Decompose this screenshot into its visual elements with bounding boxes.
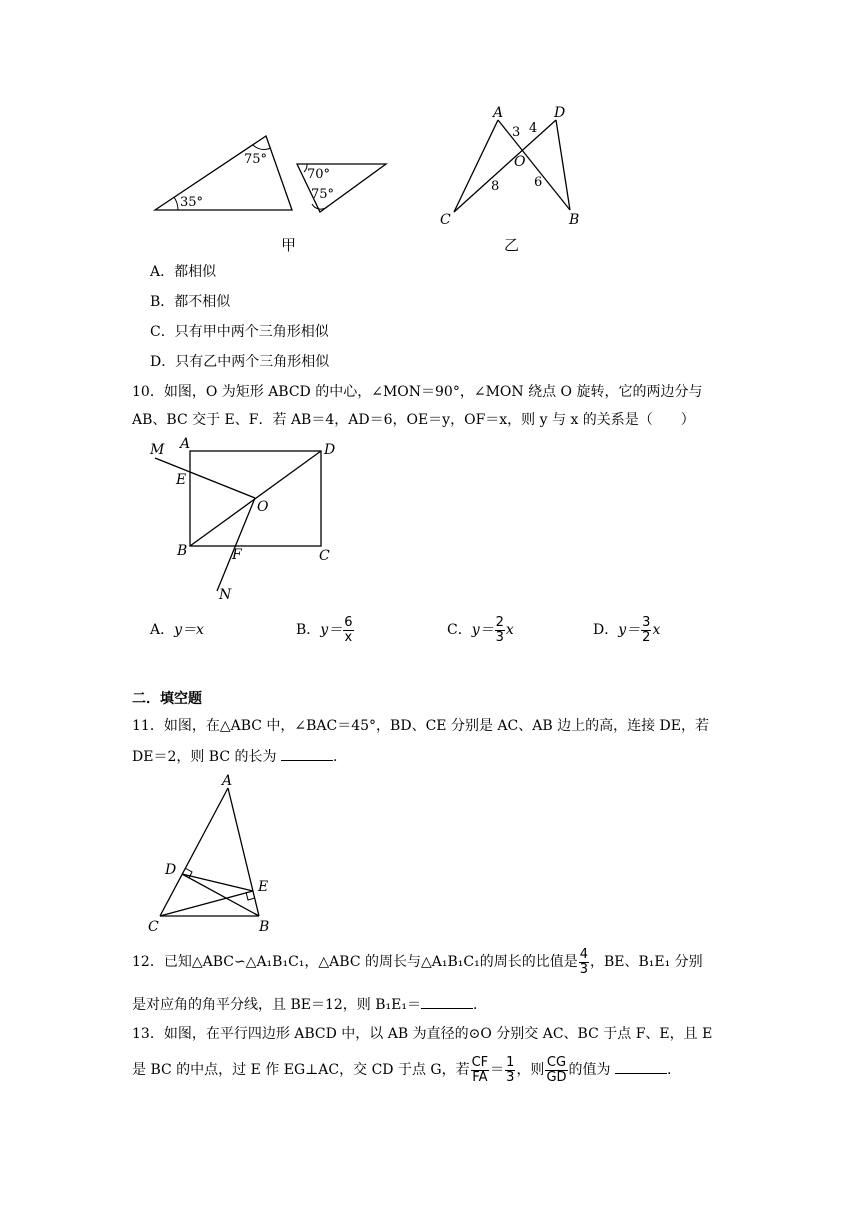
angle-35-label: 35° bbox=[180, 195, 204, 210]
q12-line1: 12．已知△ABC∽△A₁B₁C₁，△ABC 的周长与△A₁B₁C₁的周长的比值是 $\frac{4}{3}$ ，BE、B₁E₁ 分别 bbox=[132, 946, 703, 977]
svg-text:6: 6 bbox=[534, 175, 543, 190]
caption-jia: 甲 bbox=[281, 236, 297, 254]
svg-text:B: B bbox=[569, 212, 580, 228]
svg-text:B: B bbox=[259, 919, 270, 935]
q9-option-c: C．只有甲中两个三角形相似 bbox=[150, 324, 329, 340]
figure-jia bbox=[140, 120, 410, 260]
q13-answer-blank[interactable] bbox=[615, 1059, 667, 1074]
svg-text:4: 4 bbox=[529, 121, 538, 136]
svg-text:3: 3 bbox=[512, 125, 521, 140]
q13-line2: 是 BC 的中点，过 E 作 EG⊥AC，交 CD 于点 G，若 $\frac{CF}{FA}$ ＝ $\frac{1}{3}$ ，则 $\frac{CG}{GD}$ 的值为 . bbox=[132, 1054, 672, 1085]
svg-text:A: A bbox=[180, 436, 191, 452]
q9-option-b: B．都不相似 bbox=[150, 294, 231, 310]
svg-text:O: O bbox=[257, 499, 269, 515]
svg-text:N: N bbox=[219, 587, 232, 603]
svg-text:E: E bbox=[258, 879, 269, 895]
q13-line1: 13．如图，在平行四边形 ABCD 中，以 AB 为直径的⊙O 分别交 AC、BC 于点 F、E，且 E bbox=[132, 1026, 713, 1042]
svg-text:F: F bbox=[232, 547, 242, 563]
figure-yi bbox=[430, 100, 600, 230]
q11-line1: 11．如图，在△ABC 中，∠BAC＝45°，BD、CE 分别是 AC、AB 边上的高，连接 DE，若 bbox=[132, 718, 709, 734]
q10-line1: 10．如图，O 为矩形 ABCD 的中心，∠MON＝90°，∠MON 绕点 O 旋转，它的两边分与 bbox=[132, 384, 703, 400]
figure-q10 bbox=[140, 435, 360, 605]
svg-text:B: B bbox=[177, 543, 188, 559]
svg-text:C: C bbox=[148, 919, 159, 935]
angle-75b-label: 75° bbox=[311, 187, 335, 202]
svg-text:C: C bbox=[440, 212, 451, 228]
q12-answer-blank[interactable] bbox=[421, 994, 473, 1009]
q11-answer-blank[interactable] bbox=[281, 746, 333, 761]
svg-text:O: O bbox=[514, 154, 526, 170]
q11-line2: DE＝2，则 BC 的长为 . bbox=[132, 746, 337, 767]
svg-text:A: A bbox=[222, 773, 233, 789]
q10-option-b: B．y＝ $\frac{6}{x}$ bbox=[296, 614, 353, 645]
svg-text:D: D bbox=[165, 862, 177, 878]
angle-75-label: 75° bbox=[244, 152, 268, 167]
q10-option-d: D．y＝ $\frac{3}{2}$ x bbox=[593, 614, 661, 645]
figure-q11 bbox=[140, 770, 300, 940]
svg-text:M: M bbox=[150, 442, 165, 458]
svg-text:C: C bbox=[319, 548, 330, 564]
q9-option-d: D．只有乙中两个三角形相似 bbox=[150, 354, 330, 370]
svg-text:E: E bbox=[176, 472, 187, 488]
q9-option-a: A．都相似 bbox=[150, 264, 217, 280]
angle-70-label: 70° bbox=[307, 167, 331, 182]
svg-text:D: D bbox=[324, 442, 336, 458]
svg-text:A: A bbox=[493, 105, 504, 121]
svg-text:8: 8 bbox=[491, 179, 500, 194]
svg-text:D: D bbox=[554, 105, 566, 121]
section-title: 二．填空题 bbox=[132, 691, 202, 707]
caption-yi: 乙 bbox=[504, 236, 520, 254]
q12-line2: 是对应角的角平分线，且 BE＝12，则 B₁E₁＝ ． bbox=[132, 994, 487, 1015]
q10-option-a: A．y＝x bbox=[150, 622, 204, 638]
q10-option-c: C．y＝ $\frac{2}{3}$ x bbox=[447, 614, 514, 645]
q10-line2: AB、BC 交于 E、F．若 AB＝4，AD＝6，OE＝y，OF＝x，则 y 与 x 的关系是（ ） bbox=[132, 412, 695, 428]
